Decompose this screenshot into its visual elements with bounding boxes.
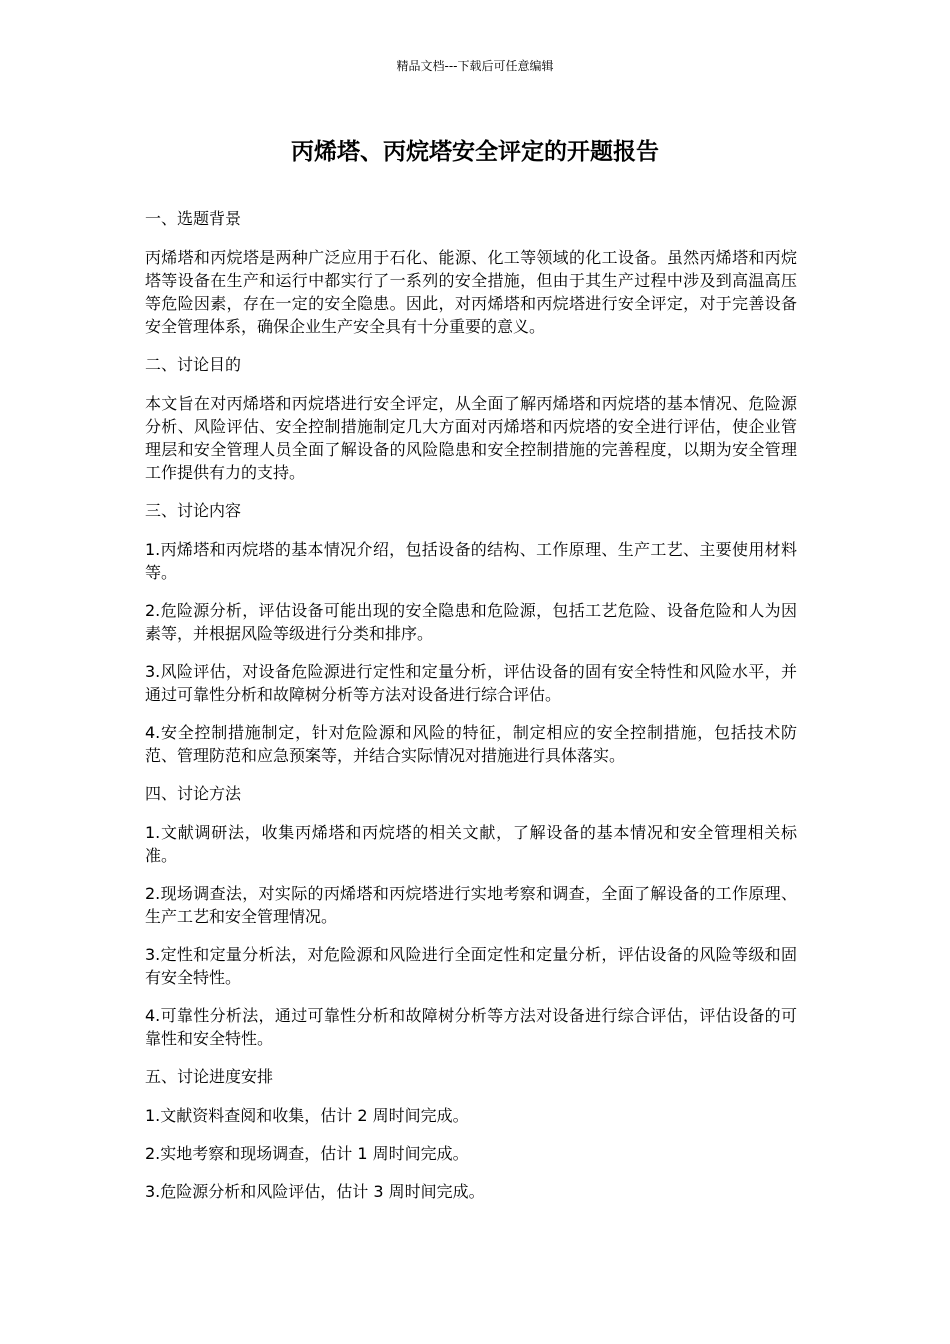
list-item: 2.危险源分析，评估设备可能出现的安全隐患和危险源，包括工艺危险、设备危险和人为因素等，并根据风险等级进行分类和排序。 bbox=[145, 601, 797, 643]
section-purpose bbox=[145, 353, 797, 484]
document-title: 丙烯塔、丙烷塔安全评定的开题报告 bbox=[291, 139, 659, 165]
section-heading: 三、讨论内容 bbox=[145, 501, 242, 520]
section-heading: 四、讨论方法 bbox=[145, 784, 242, 803]
section-schedule bbox=[145, 1065, 797, 1203]
paragraph: 丙烯塔和丙烷塔是两种广泛应用于石化、能源、化工等领域的化工设备。虽然丙烯塔和丙烷塔等设备在生产和运行中都实行了一系列的安全措施，但由于其生产过程中涉及到高温高压等危险因素，存在一定的安全隐患。因此，对丙烯塔和丙烷塔进行安全评定，对于完善设备安全管理体系，确保企业生产安全具有十分重要的意义。 bbox=[145, 248, 797, 336]
list-item: 1.丙烯塔和丙烷塔的基本情况介绍，包括设备的结构、工作原理、生产工艺、主要使用材料等。 bbox=[145, 540, 797, 582]
list-item: 2.现场调查法，对实际的丙烯塔和丙烷塔进行实地考察和调查，全面了解设备的工作原理、生产工艺和安全管理情况。 bbox=[145, 884, 797, 926]
section-methods bbox=[145, 782, 797, 1050]
header-note: 精品文档---下载后可任意编辑 bbox=[396, 59, 554, 73]
section-content bbox=[145, 499, 797, 767]
list-item: 1.文献调研法，收集丙烯塔和丙烷塔的相关文献，了解设备的基本情况和安全管理相关标准。 bbox=[145, 823, 797, 865]
document-body bbox=[145, 207, 797, 1218]
list-item: 4.安全控制措施制定，针对危险源和风险的特征，制定相应的安全控制措施，包括技术防范、管理防范和应急预案等，并结合实际情况对措施进行具体落实。 bbox=[145, 723, 797, 765]
section-heading: 二、讨论目的 bbox=[145, 355, 242, 374]
list-item: 3.风险评估，对设备危险源进行定性和定量分析，评估设备的固有安全特性和风险水平，并通过可靠性分析和故障树分析等方法对设备进行综合评估。 bbox=[145, 662, 797, 704]
list-item: 1.文献资料查阅和收集，估计 2 周时间完成。 bbox=[145, 1106, 469, 1125]
section-heading: 一、选题背景 bbox=[145, 209, 242, 228]
section-background bbox=[145, 207, 797, 338]
paragraph: 本文旨在对丙烯塔和丙烷塔进行安全评定，从全面了解丙烯塔和丙烷塔的基本情况、危险源分析、风险评估、安全控制措施制定几大方面对丙烯塔和丙烷塔的安全进行评估，使企业管理层和安全管理人员全面了解设备的风险隐患和安全控制措施的完善程度，以期为安全管理工作提供有力的支持。 bbox=[145, 394, 797, 482]
list-item: 3.定性和定量分析法，对危险源和风险进行全面定性和定量分析，评估设备的风险等级和固有安全特性。 bbox=[145, 945, 797, 987]
section-heading: 五、讨论进度安排 bbox=[145, 1067, 274, 1086]
list-item: 2.实地考察和现场调查，估计 1 周时间完成。 bbox=[145, 1144, 469, 1163]
list-item: 3.危险源分析和风险评估，估计 3 周时间完成。 bbox=[145, 1182, 485, 1201]
list-item: 4.可靠性分析法，通过可靠性分析和故障树分析等方法对设备进行综合评估，评估设备的可靠性和安全特性。 bbox=[145, 1006, 797, 1048]
